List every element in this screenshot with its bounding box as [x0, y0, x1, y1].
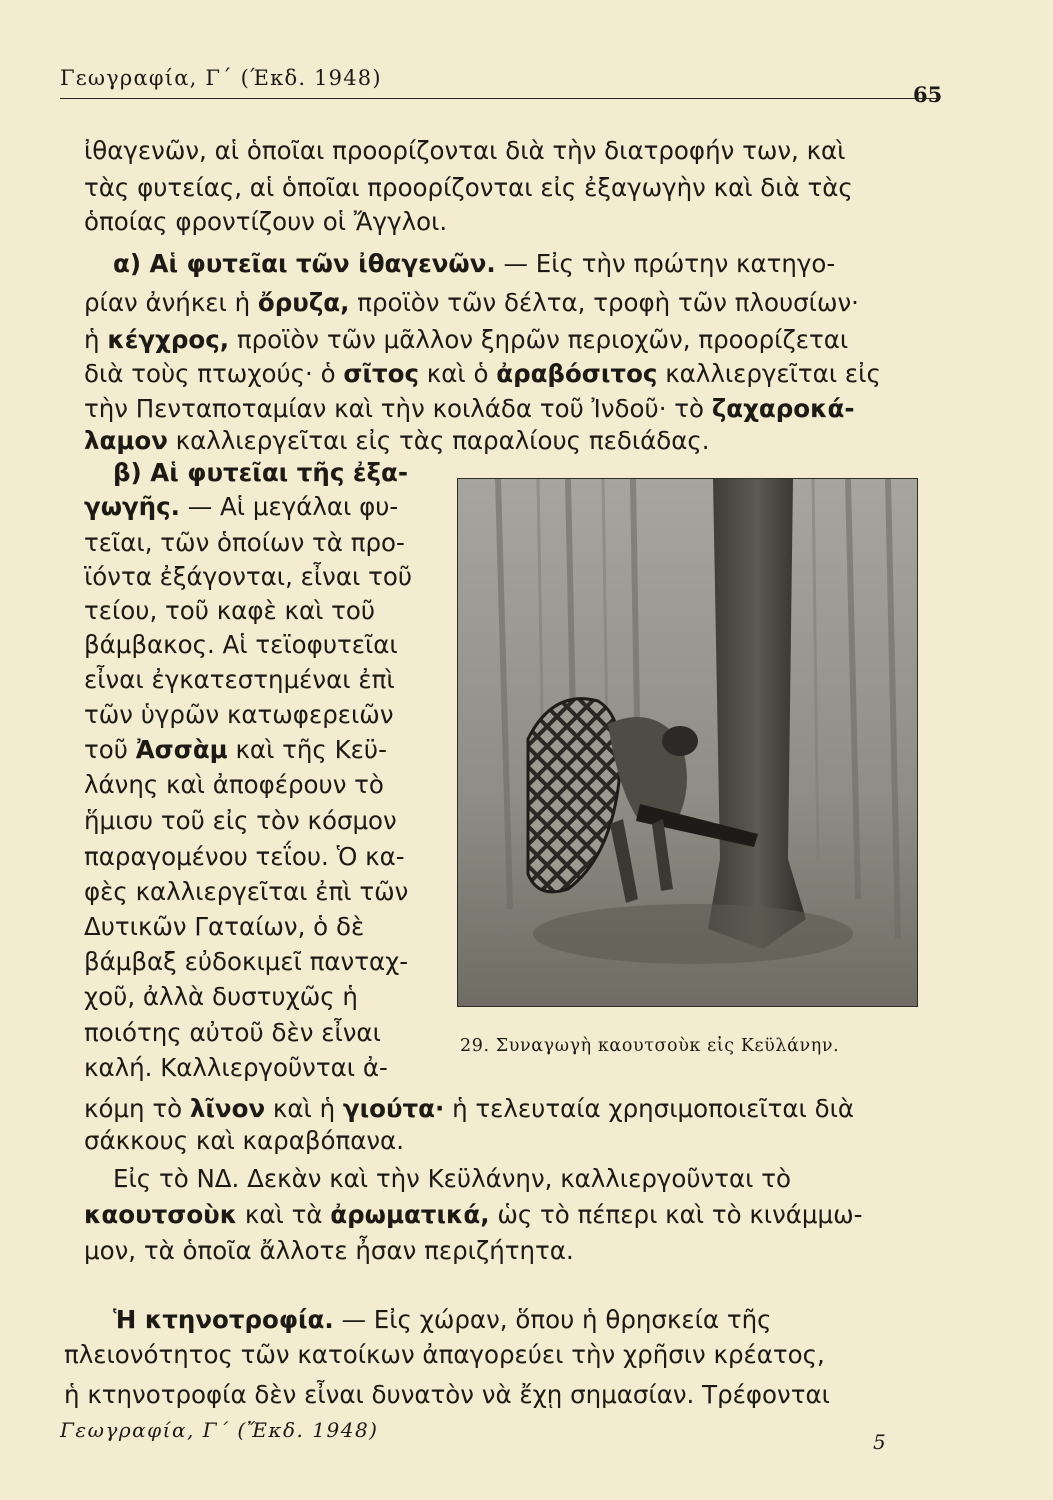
rubber-tapping-photo [457, 478, 918, 1007]
column-line-13: φὲς καλλιεργεῖται ἐπὶ τῶν [84, 877, 409, 906]
text-line-20: σάκκους καὶ καραβόπανα. [84, 1126, 404, 1155]
column-line-12: παραγομένου τεΐου. Ὁ κα- [84, 842, 405, 871]
text-line-9 [84, 426, 710, 456]
text-run: προϊὸν τῶν μᾶλλον ξηρῶν περιοχῶν, προορίζεται [229, 325, 849, 354]
text-line-7 [84, 359, 881, 389]
column-line-6: βάμβακος. Αἱ τεϊοφυτεῖαι [84, 630, 398, 659]
page-number: 65 [913, 82, 943, 107]
text-line-23: μον, τὰ ὁποῖα ἄλλοτε ἦσαν περιζήτητα. [84, 1236, 574, 1265]
text-line-24 [113, 1305, 772, 1335]
signature-mark: 5 [873, 1430, 886, 1454]
text-run: — Αἱ μεγάλαι φυ- [179, 492, 399, 521]
text-run: καλλιεργεῖται εἰς τὰς παραλίους πεδιάδας. [167, 426, 710, 455]
text-run: ἡ [84, 325, 108, 354]
term-spices: ἀρωματικά, [330, 1200, 490, 1229]
text-run: καὶ τὰ [237, 1200, 331, 1229]
text-line-3: ὁποίας φροντίζουν οἱ Ἄγγλοι. [84, 207, 448, 236]
term-jute: γιούτα· [342, 1094, 445, 1123]
column-line-9 [84, 735, 387, 765]
text-run: κόμη τὸ [84, 1094, 190, 1123]
column-line-5: τείου, τοῦ καφὲ καὶ τοῦ [84, 596, 376, 625]
text-run: καὶ τῆς Κεϋ- [227, 735, 387, 764]
section-heading-livestock: Ἡ κτηνοτροφία. [113, 1305, 334, 1334]
column-line-16: χοῦ, ἀλλὰ δυστυχῶς ἡ [84, 982, 358, 1011]
term-rubber: καουτσοὺκ [84, 1200, 238, 1229]
text-run: τὴν Πενταποταμίαν καὶ τὴν κοιλάδα τοῦ Ἰνδοῦ· τὸ [84, 394, 712, 423]
text-run: προϊὸν τῶν δέλτα, τροφὴ τῶν πλουσίων· [349, 288, 859, 317]
text-line-5 [84, 288, 859, 318]
text-line-25: πλειονότητος τῶν κατοίκων ἀπαγορεύει τὴν χρῆσιν κρέατος, [64, 1340, 825, 1369]
term-millet: κέγχρος, [107, 325, 230, 354]
text-line-22 [84, 1200, 862, 1230]
column-line-14: Δυτικῶν Γαταίων, ὁ δὲ [84, 912, 365, 941]
figure-caption: 29. Συναγωγὴ καουτσοὺκ εἰς Κεϋλάνην. [460, 1036, 840, 1056]
term-rice: ὄρυζα, [257, 288, 350, 317]
column-line-2 [84, 492, 398, 522]
text-line-1: ἰθαγενῶν, αἱ ὁποῖαι προορίζονται διὰ τὴν διατροφήν των, καὶ [84, 136, 846, 165]
text-line-19 [84, 1094, 854, 1124]
term-sugarcane-cont: λαμον [84, 426, 168, 455]
section-heading-export-plantations: β) Αἱ φυτεῖαι τῆς ἐξα- [113, 458, 408, 487]
term-assam: Ἀσσὰμ [135, 735, 228, 764]
column-line-7: εἶναι ἐγκατεστημέναι ἐπὶ [84, 665, 395, 694]
photo-illustration [458, 479, 917, 1006]
term-flax: λῖνον [189, 1094, 266, 1123]
text-run: διὰ τοὺς πτωχούς· ὁ [84, 359, 344, 388]
text-line-26: ἡ κτηνοτροφία δὲν εἶναι δυνατὸν νὰ ἔχῃ σημασίαν. Τρέφονται [64, 1380, 830, 1409]
text-run: τοῦ [84, 735, 136, 764]
column-line-10: λάνης καὶ ἀποφέρουν τὸ [84, 770, 384, 799]
text-run: ἡ τελευταία χρησιμοποιεῖται διὰ [444, 1094, 855, 1123]
column-line-18: καλή. Καλλιεργοῦνται ἀ- [84, 1053, 388, 1082]
text-run: ὡς τὸ πέπερι καὶ τὸ κινάμμω- [489, 1200, 863, 1229]
text-run: καὶ ὁ [419, 359, 497, 388]
column-line-3: τεῖαι, τῶν ὁποίων τὰ προ- [84, 528, 405, 557]
text-line-6 [84, 325, 848, 355]
term-wheat: σῖτος [343, 359, 419, 388]
running-header-title: Γεωγραφία, Γ΄ (Έκδ. 1948) [60, 66, 382, 90]
text-run: καὶ ἡ [265, 1094, 343, 1123]
text-line-21: Εἰς τὸ ΝΔ. Δεκὰν καὶ τὴν Κεϋλάνην, καλλιεργοῦνται τὸ [113, 1164, 791, 1193]
column-line-15: βάμβαξ εὐδοκιμεῖ πανταχ- [84, 947, 409, 976]
text-line-8 [84, 394, 855, 424]
section-heading-export-cont: γωγῆς. [84, 492, 180, 521]
footer-title: Γεωγραφία, Γ΄ (Ἔκδ. 1948) [60, 1418, 379, 1442]
column-line-8: τῶν ὑγρῶν κατωφερειῶν [84, 700, 394, 729]
term-maize: ἀραβόσιτος [496, 359, 658, 388]
section-heading-native-plantations: α) Αἱ φυτεῖαι τῶν ἰθαγενῶν. [113, 249, 496, 278]
text-line-4 [113, 249, 835, 279]
text-line-2: τὰς φυτείας, αἱ ὁποῖαι προορίζονται εἰς ἐξαγωγὴν καὶ διὰ τὰς [84, 173, 853, 202]
column-line-4: ϊόντα ἐξάγονται, εἶναι τοῦ [84, 562, 413, 591]
text-run: — Εἰς χώραν, ὅπου ἡ θρησκεία τῆς [333, 1305, 772, 1334]
term-sugarcane: ζαχαροκά- [711, 394, 855, 423]
column-line-11: ἥμισυ τοῦ εἰς τὸν κόσμον [84, 806, 397, 835]
header-rule [60, 98, 940, 99]
text-run: καλλιεργεῖται εἰς [657, 359, 881, 388]
text-run: ρίαν ἀνήκει ἡ [84, 288, 258, 317]
column-line-17: ποιότης αὐτοῦ δὲν εἶναι [84, 1018, 381, 1047]
text-run: — Εἰς τὴν πρώτην κατηγο- [495, 249, 836, 278]
